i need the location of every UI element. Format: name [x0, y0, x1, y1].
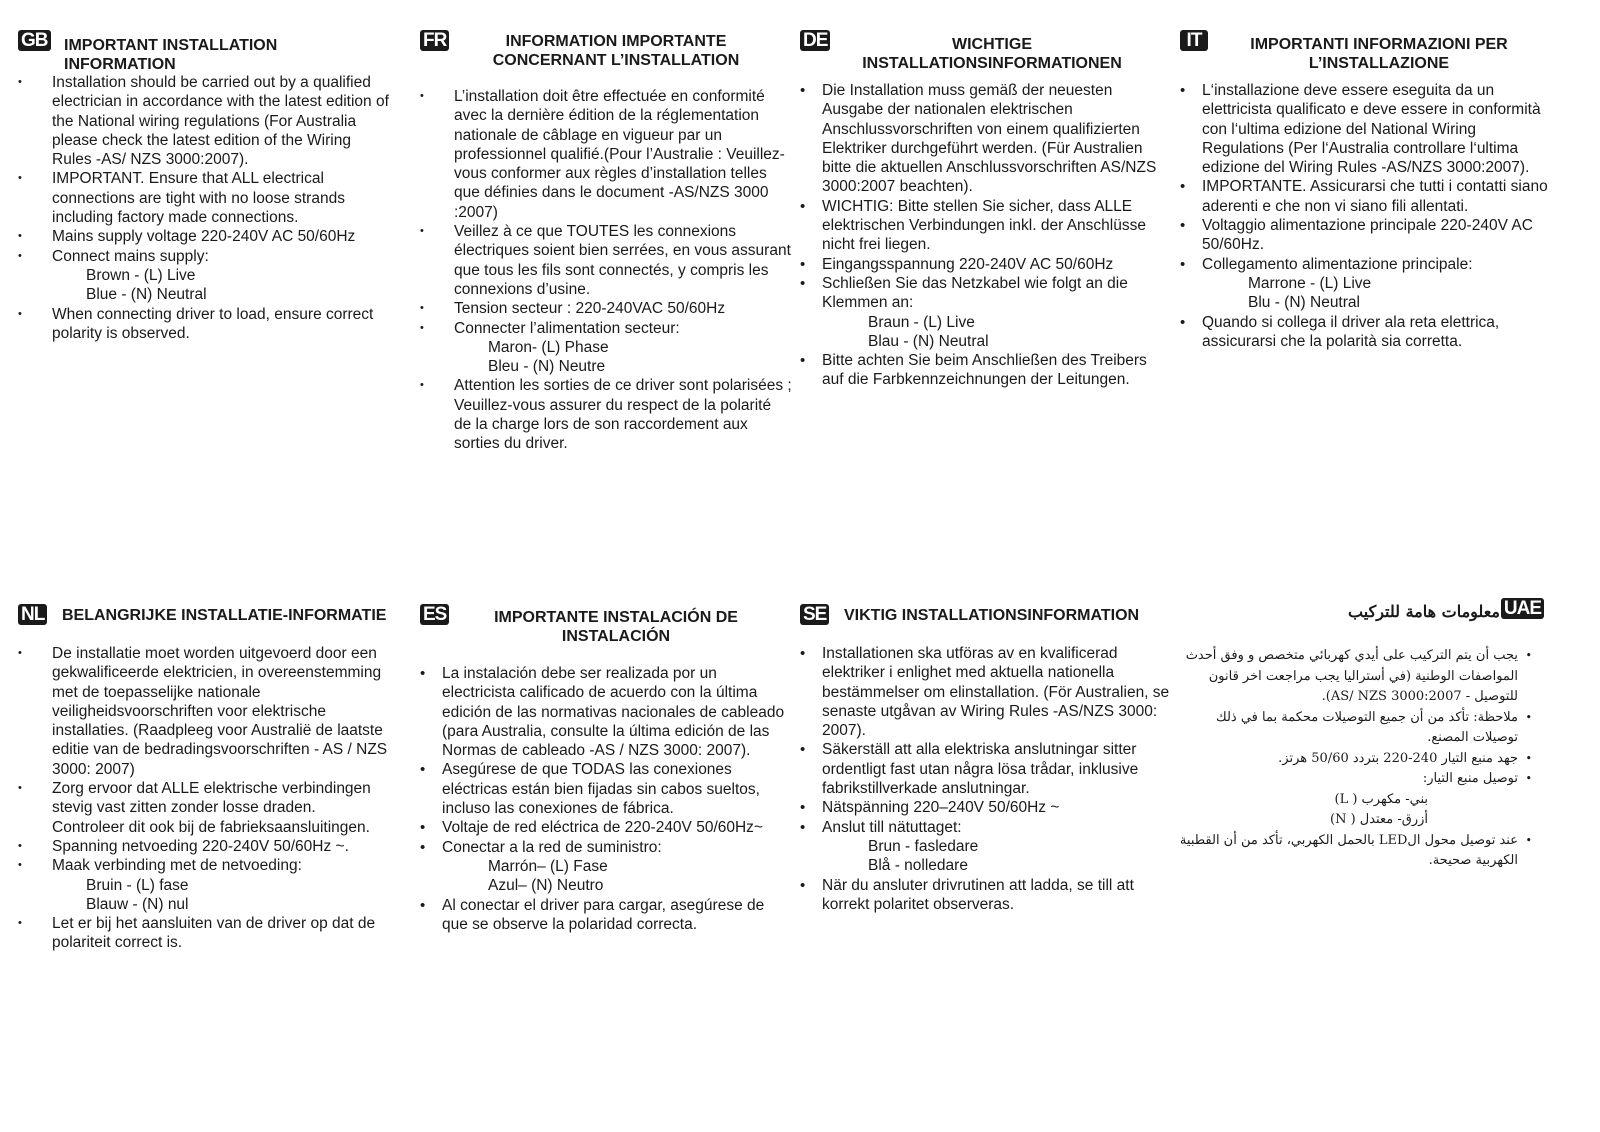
wire-color-line: أزرق- معتدل ( N) — [1330, 812, 1428, 827]
item-text: Asegúrese de que TODAS las conexiones eléctricas están bien fijadas sin cabos sueltos, incluso las conexiones de fábrica. — [442, 761, 760, 818]
language-badge-es: ES — [420, 604, 449, 625]
bullet-icon: • — [420, 896, 426, 914]
list-item — [420, 664, 792, 760]
bullet-icon: • — [800, 876, 806, 894]
item-text: Installationen ska utföras av en kvalificerad elektriker i enlighet med aktuella nationella bestämmelser om elinstallation. (För Australien, se senaste utgåvan av Wiring Rules -AS/NZS 3000: 2007). — [822, 645, 1170, 740]
item-text: Nätspänning 220–240V 50/60Hz ~ — [822, 799, 1060, 817]
wire-color-line: Blau - (N) Neutral — [868, 332, 989, 350]
item-text: Collegamento alimentazione principale: — [1202, 255, 1473, 273]
bullet-icon: • — [18, 839, 22, 852]
bullet-icon: • — [18, 230, 22, 243]
item-text: When connecting driver to load, ensure correct polarity is observed. — [52, 305, 374, 342]
list-item — [1180, 177, 1552, 216]
instruction-list — [18, 73, 390, 343]
language-badge-de: DE — [800, 30, 830, 51]
language-badge-it: IT — [1180, 30, 1208, 51]
item-text: Veillez à ce que TOUTES les connexions électriques soient bien serrées, en vous assurant que tous les fils sont connectés, y compris les connexions d’usine. — [454, 223, 791, 298]
item-text: توصيل منبع التيار: — [1422, 771, 1518, 786]
section-title: BELANGRIJKE INSTALLATIE-INFORMATIE — [62, 607, 387, 624]
bullet-icon: • — [420, 302, 424, 315]
bullet-icon: • — [18, 76, 22, 88]
wire-color-line: Brown - (L) Live — [86, 266, 196, 284]
bullet-icon: • — [18, 859, 22, 872]
list-item — [1172, 646, 1532, 708]
list-item — [800, 798, 1172, 817]
item-text: Connecter l’alimentation secteur: — [454, 319, 680, 337]
wire-color-line: Blå - nolledare — [868, 857, 968, 875]
item-text: Mains supply voltage 220-240V AC 50/60Hz — [52, 228, 356, 246]
list-item — [420, 896, 792, 935]
bullet-icon: • — [420, 665, 426, 682]
bullet-icon: • — [420, 379, 424, 392]
bullet-icon: • — [18, 782, 22, 795]
list-item — [420, 760, 792, 818]
list-item — [420, 319, 792, 377]
list-item — [1180, 313, 1552, 352]
item-text: WICHTIG: Bitte stellen Sie sicher, dass ALLE elektrischen Verbindungen inkl. der Anschlüsse nicht frei liegen. — [822, 197, 1146, 254]
list-item — [1180, 255, 1552, 313]
bullet-icon: • — [420, 321, 424, 334]
bullet-icon: • — [18, 917, 22, 930]
wire-color-line: Marrone - (L) Live — [1248, 274, 1372, 292]
item-text: IMPORTANTE. Assicurarsi che tutti i contatti siano aderenti e che non vi siano fili allentati. — [1202, 178, 1548, 215]
list-item — [800, 351, 1172, 390]
item-text: Installation should be carried out by a qualified electrician in accordance with the latest edition of the National wiring regulations (For Australia please check the latest edition of the Wiring Rules -AS/ NZS 3000:2007). — [52, 74, 389, 169]
list-item — [18, 227, 390, 246]
bullet-icon: • — [18, 249, 22, 262]
item-text: Al conectar el driver para cargar, asegúrese de que se observe la polaridad correcta. — [442, 896, 765, 933]
bullet-icon: • — [800, 197, 806, 215]
wire-color-line: Brun - fasledare — [868, 837, 979, 855]
list-item — [18, 837, 390, 856]
list-item — [1180, 81, 1552, 177]
wire-color-line: Bleu - (N) Neutre — [488, 358, 606, 376]
language-badge-gb: GB — [18, 30, 51, 51]
bullet-icon: • — [420, 90, 424, 102]
list-item — [800, 81, 1172, 197]
item-text: Eingangsspannung 220-240V AC 50/60Hz — [822, 255, 1114, 273]
list-item — [800, 644, 1172, 740]
item-text: Voltaggio alimentazione principale 220-240V AC 50/60Hz. — [1202, 217, 1533, 254]
item-text: Bitte achten Sie beim Anschließen des Treibers auf die Farbkennzeichnungen der Leitungen. — [822, 352, 1147, 389]
list-item — [18, 305, 390, 344]
bullet-icon: • — [800, 82, 806, 99]
list-item — [420, 376, 792, 453]
item-text: La instalación debe ser realizada por un electricista calificado de acuerdo con la última edición de las normativas nacionales de cableado (para Australia, consulte la última edición de las Normas de cableado -AS / NZS 3000: 2007). — [442, 665, 785, 760]
list-item — [18, 247, 390, 305]
wire-color-line: Blu - (N) Neutral — [1248, 294, 1360, 312]
instruction-list — [1172, 646, 1532, 872]
section-title: INFORMATION IMPORTANTE CONCERNANT L’INSTALLATION — [492, 33, 740, 69]
item-text: عند توصيل محول الLED بالحمل الكهربي، تأكد من أن القطبية الكهربية صحيحة. — [1179, 832, 1518, 868]
list-item — [800, 876, 1172, 915]
list-item — [18, 779, 390, 837]
list-item — [18, 169, 390, 227]
bullet-icon: • — [800, 255, 806, 273]
language-badge-fr: FR — [420, 30, 449, 51]
language-badge-nl: NL — [18, 604, 47, 625]
item-text: Säkerställ att alla elektriska anslutningar sitter ordentligt fast utan några lösa trådar, inklusive fabrikstillverkade anslutningar. — [822, 741, 1139, 798]
language-badge-se: SE — [800, 604, 829, 625]
bullet-icon: • — [1525, 649, 1532, 662]
wire-color-line: Bruin - (L) fase — [86, 876, 189, 894]
list-item — [1172, 769, 1532, 831]
list-item — [420, 838, 792, 896]
item-text: Die Installation muss gemäß der neuesten Ausgabe der nationalen elektrischen Anschlussvorschriften von einem qualifizierten Elektriker durchgeführt werden. (Für Australien bitte die aktuellen Anschlussvorschriften AS/NZS 3000:2007 beachten). — [822, 82, 1157, 196]
bullet-icon: • — [1180, 255, 1186, 273]
section-title: معلومات هامة للتركيب — [1348, 602, 1500, 621]
bullet-icon: • — [420, 761, 426, 779]
instruction-list — [800, 644, 1172, 914]
list-item — [420, 222, 792, 299]
bullet-icon: • — [18, 172, 22, 185]
bullet-icon: • — [800, 352, 806, 370]
item-text: يجب أن يتم التركيب على أيدي كهربائي متخصص و وفق أحدث المواصفات الوطنية (في أستراليا يجب مراجعت اخر قانون للتوصيل - AS/ NZS 3000:2007). — [1185, 648, 1518, 704]
list-item — [420, 299, 792, 318]
item-text: Voltaje de red eléctrica de 220-240V 50/60Hz~ — [442, 819, 763, 837]
list-item — [18, 856, 390, 914]
bullet-icon: • — [18, 307, 22, 320]
item-text: IMPORTANT. Ensure that ALL electrical connections are tight with no loose strands including factory made connections. — [52, 170, 345, 227]
instruction-list — [420, 664, 792, 934]
section-title: IMPORTANTE INSTALACIÓN DE INSTALACIÓN — [494, 609, 738, 645]
bullet-icon: • — [800, 799, 806, 817]
instruction-list — [18, 644, 390, 953]
item-text: När du ansluter drivrutinen att ladda, se till att korrekt polaritet observeras. — [822, 876, 1134, 913]
list-item — [18, 73, 390, 169]
list-item — [800, 197, 1172, 255]
language-badge-uae: UAE — [1501, 598, 1544, 619]
list-item — [18, 644, 390, 779]
list-item — [800, 740, 1172, 798]
bullet-icon: • — [420, 225, 424, 238]
section-title: IMPORTANT INSTALLATION INFORMATION — [64, 37, 278, 73]
wire-color-line: بني- مكهرب ( L) — [1334, 791, 1428, 807]
bullet-icon: • — [1525, 710, 1532, 724]
item-text: Quando si collega il driver ala reta elettrica, assicurarsi che la polarità sia corretta. — [1202, 313, 1500, 350]
wire-color-line: Marrón– (L) Fase — [488, 857, 608, 875]
bullet-icon: • — [18, 647, 22, 659]
item-text: Tension secteur : 220-240VAC 50/60Hz — [454, 300, 726, 318]
bullet-icon: • — [1180, 82, 1186, 99]
list-item — [18, 914, 390, 953]
list-item — [1172, 749, 1532, 770]
item-text: L’installation doit être effectuée en conformité avec la dernière édition de la réglementation nationale de câblage en vigueur par un professionnel qualifié.(Pour l’Australie : Veuillez-vous conformer aux règles d’installation telles que définies dans le document -AS/NZS 3000 :2007) — [454, 88, 785, 221]
item-text: ملاحظة: تأكد من أن جميع التوصيلات محكمة بما في ذلك توصيلات المصنع. — [1215, 709, 1518, 745]
item-text: Schließen Sie das Netzkabel wie folgt an die Klemmen an: — [822, 274, 1128, 312]
list-item — [800, 818, 1172, 876]
section-title: WICHTIGE INSTALLATIONSINFORMATIONEN — [862, 36, 1122, 72]
bullet-icon: • — [800, 818, 806, 836]
item-text: L‘installazione deve essere eseguita da un elettricista qualificato e deve essere in conformità con l‘ultima edizione del National Wiring Regulations (Per l‘Australia controllare l‘ultima edizione del Wiring Rules -AS/NZS 3000:2007). — [1202, 82, 1541, 177]
item-text: Connect mains supply: — [52, 247, 209, 265]
item-text: Zorg ervoor dat ALLE elektrische verbindingen stevig vast zitten zonder losse draden. Controleer dit ook bij de fabrieksaansluitingen. — [52, 780, 371, 836]
list-item — [1172, 708, 1532, 749]
list-item — [800, 255, 1172, 274]
bullet-icon: • — [800, 645, 806, 662]
list-item — [420, 87, 792, 222]
item-text: De installatie moet worden uitgevoerd door een gekwalificeerde elektricien, in overeenstemming met de toepasselijke nationale veiligheidsvoorschriften voor elektrische installaties. (Raadpleeg voor Australië de laatste editie van de bedradingsvoorschriften - AS / NZS 3000: 2007) — [52, 645, 388, 778]
bullet-icon: • — [420, 838, 426, 856]
bullet-icon: • — [1525, 772, 1532, 785]
list-item — [800, 274, 1172, 351]
bullet-icon: • — [1180, 313, 1186, 331]
item-text: جهد منبع التيار 240-220 بتردد 50/60 هرتز. — [1278, 750, 1518, 766]
bullet-icon: • — [1525, 833, 1532, 847]
wire-color-line: Braun - (L) Live — [868, 313, 975, 331]
wire-color-line: Blue - (N) Neutral — [86, 286, 207, 304]
item-text: Let er bij het aansluiten van de driver op dat de polariteit correct is. — [52, 915, 376, 952]
section-title: VIKTIG INSTALLATIONSINFORMATION — [844, 607, 1140, 624]
bullet-icon: • — [420, 819, 426, 837]
item-text: Maak verbinding met de netvoeding: — [52, 857, 302, 875]
bullet-icon: • — [1180, 217, 1186, 235]
list-item — [1172, 831, 1532, 872]
instruction-list — [1180, 81, 1552, 351]
bullet-icon: • — [800, 741, 806, 759]
bullet-icon: • — [1525, 751, 1532, 765]
wire-color-line: Maron- (L) Phase — [488, 338, 609, 356]
wire-color-line: Azul– (N) Neutro — [488, 877, 604, 895]
instruction-list — [420, 87, 792, 454]
instruction-list — [800, 81, 1172, 390]
wire-color-line: Blauw - (N) nul — [86, 895, 189, 913]
item-text: Conectar a la red de suministro: — [442, 838, 662, 856]
item-text: Spanning netvoeding 220-240V 50/60Hz ~. — [52, 837, 349, 855]
list-item — [1180, 216, 1552, 255]
bullet-icon: • — [800, 274, 806, 292]
bullet-icon: • — [1180, 178, 1186, 196]
list-item — [420, 818, 792, 837]
section-title: IMPORTANTI INFORMAZIONI PER L’INSTALLAZIONE — [1250, 36, 1508, 72]
item-text: Attention les sorties de ce driver sont polarisées ; Veuillez-vous assurer du respect de la polarité de la charge lors de son raccordement aux sorties du driver. — [454, 377, 792, 453]
item-text: Anslut till nätuttaget: — [822, 818, 962, 836]
